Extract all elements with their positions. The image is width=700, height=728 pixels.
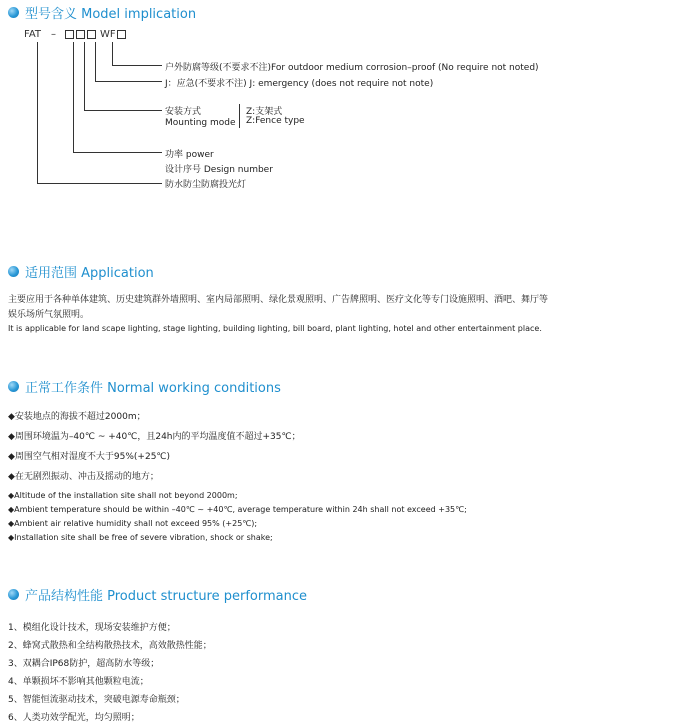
connector-corrosion xyxy=(112,42,113,65)
condition-en-4: ◆Installation site shall be free of severe vibration, shock or shake; xyxy=(8,533,273,542)
product-label: 防水防尘防腐投光灯 xyxy=(165,180,247,190)
code-prefix: FAT xyxy=(24,29,42,40)
conditions-heading-text: 正常工作条件 Normal working conditions xyxy=(25,381,281,396)
connector-power-h xyxy=(73,152,162,153)
structure-item-6: 6、人类功效学配光，均匀照明； xyxy=(8,713,140,723)
mount-divider xyxy=(239,104,240,128)
code-dash: – xyxy=(51,29,57,40)
code-box-1 xyxy=(65,30,74,39)
structure-item-3: 3、双耦合IP68防护，超高防水等级； xyxy=(8,659,160,669)
mount-option-2: Z:Fence type xyxy=(246,116,305,126)
condition-cn-2: ◆周围环境温为–40℃ ~ +40℃，且24h内的平均温度值不超过+35℃； xyxy=(8,432,301,442)
emergency-note: J：应急(不要求不注) J: emergency (does not require not note) xyxy=(165,79,434,89)
blue-bullet-icon xyxy=(8,589,19,600)
structure-item-2: 2、蜂窝式散热和全结构散热技术，高效散热性能； xyxy=(8,641,212,651)
model-code xyxy=(24,29,127,40)
model-heading-text: 型号含义 Model implication xyxy=(25,7,197,22)
mount-cn: 安装方式 xyxy=(165,107,202,117)
blue-bullet-icon xyxy=(8,7,19,18)
connector-emergency-h xyxy=(95,81,162,82)
condition-en-3: ◆Ambient air relative humidity shall not exceed 95% (+25℃); xyxy=(8,519,258,528)
condition-en-2: ◆Ambient temperature should be within –40℃ ~ +40℃, average temperature within 24h shall not exceed +35℃; xyxy=(8,505,467,514)
model-heading xyxy=(8,3,196,22)
structure-heading xyxy=(8,585,307,604)
code-box-4 xyxy=(117,30,126,39)
blue-bullet-icon xyxy=(8,266,19,277)
corrosion-note: 户外防腐等级(不要求不注)For outdoor medium corrosion–proof (No require not noted) xyxy=(165,63,539,73)
connector-product xyxy=(37,42,38,183)
condition-cn-1: ◆安装地点的海拔不超过2000m； xyxy=(8,412,146,422)
structure-item-1: 1、模组化设计技术，现场安装维护方便； xyxy=(8,623,176,633)
application-cn-line2: 娱乐场所气氛照明。 xyxy=(8,310,90,320)
connector-mount xyxy=(84,42,85,110)
structure-item-5: 5、智能恒流驱动技术，突破电源寿命瓶颈； xyxy=(8,695,185,705)
blue-bullet-icon xyxy=(8,381,19,392)
connector-power xyxy=(73,42,74,152)
application-en: It is applicable for land scape lighting, stage lighting, building lighting, bill board, plant lighting, hotel and other entertainment place. xyxy=(8,324,542,333)
code-box-2 xyxy=(76,30,85,39)
power-label: 功率 power xyxy=(165,150,214,160)
connector-product-h xyxy=(37,183,162,184)
condition-en-1: ◆Altitude of the installation site shall not beyond 2000m; xyxy=(8,491,238,500)
condition-cn-4: ◆在无剧烈振动、冲击及摇动的地方； xyxy=(8,472,159,482)
mount-option-1: Z:支架式 xyxy=(246,107,283,117)
design-label: 设计序号 Design number xyxy=(165,165,273,175)
connector-emergency xyxy=(95,42,96,81)
structure-item-4: 4、单颗损坏不影响其他颗粒电流； xyxy=(8,677,149,687)
mount-en: Mounting mode xyxy=(165,118,236,128)
code-box-3 xyxy=(87,30,96,39)
application-cn-line1: 主要应用于各种单体建筑、历史建筑群外墙照明、室内局部照明、绿化景观照明、广告牌照明、医疗文化等专门设施照明、酒吧、舞厅等 xyxy=(8,295,549,305)
connector-corrosion-h xyxy=(112,65,162,66)
application-heading xyxy=(8,262,154,281)
conditions-heading xyxy=(8,377,281,396)
code-wf: WF xyxy=(100,29,116,40)
connector-mount-h xyxy=(84,110,162,111)
condition-cn-3: ◆周围空气相对湿度不大于95%(+25℃) xyxy=(8,452,171,462)
structure-heading-text: 产品结构性能 Product structure performance xyxy=(25,589,308,604)
application-heading-text: 适用范围 Application xyxy=(25,266,154,281)
